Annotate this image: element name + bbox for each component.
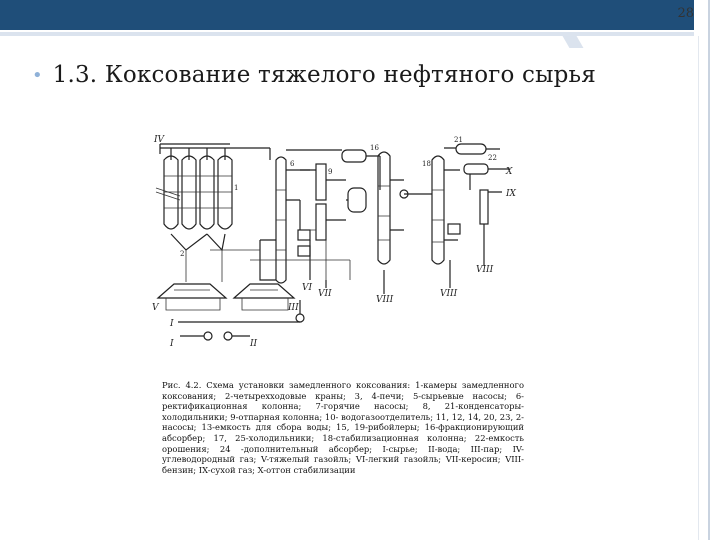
stream-label-iii: III bbox=[288, 303, 299, 313]
absorber-column bbox=[378, 152, 408, 286]
title-row bbox=[32, 62, 596, 88]
figure bbox=[150, 130, 530, 520]
header-stripe bbox=[0, 32, 694, 36]
stream-label-iv: IV bbox=[154, 135, 165, 145]
process-scheme-diagram bbox=[150, 130, 530, 380]
label-num-16: 16 bbox=[370, 144, 379, 152]
bullet-icon: • bbox=[32, 64, 43, 86]
stream-label-viii-a: VIII bbox=[376, 295, 394, 305]
stream-label-i-top: I bbox=[170, 319, 174, 329]
stream-label-ii: II bbox=[250, 339, 258, 349]
stream-label-viii-b: VIII bbox=[440, 289, 458, 299]
label-num-21: 21 bbox=[454, 136, 463, 144]
stream-label-vi: VI bbox=[302, 283, 313, 293]
coke-drums bbox=[156, 148, 240, 250]
figure-caption: Рис. 4.2. Схема установки замедленного коксования: 1-камеры замедленного коксования; 2-четырехходовые краны; 3, 4-печи; 5-сырьевые насосы; 6-ректификационная колонна; 7-горячие насосы; 8, 21-конденсаторы-холодильники; 9-отпарная колонна; 10- водогазоотделитель; 11, 12, 14, 20, 23, 2-насосы; 13-емкость для сбора воды; 15, 19-рибойлеры; 16-фракционирующий абсорбер; 17, 25-холодильники; 18-стабилизационная колонна; 22-емкость орошения; 24 -дополнительный абсорбер; I-сырье; II-вода; III-пар; IV-углеводородный газ; V-тяжелый газойль; VI-легкий газойль; VII-керосин; VIII-бензин; IX-сухой газ; X-отгон стабилизации bbox=[162, 380, 524, 475]
label-num-2: 2 bbox=[180, 250, 185, 258]
product-lines bbox=[210, 238, 484, 294]
label-num-18: 18 bbox=[422, 160, 431, 168]
stream-label-x: X bbox=[506, 167, 513, 177]
stream-label-v: V bbox=[152, 303, 159, 313]
fractionating-column bbox=[240, 148, 310, 283]
stream-label-viii-c: VIII bbox=[476, 265, 494, 275]
stripper-column bbox=[300, 164, 346, 280]
label-num-9: 9 bbox=[328, 168, 333, 176]
header-bar bbox=[0, 0, 694, 30]
stream-label-vii: VII bbox=[318, 289, 332, 299]
header-notch bbox=[563, 36, 584, 48]
stream-label-ix: IX bbox=[506, 189, 516, 199]
label-num-1: 1 bbox=[234, 184, 239, 192]
feed-pumps bbox=[178, 300, 304, 340]
slide-number: 28 bbox=[677, 6, 694, 21]
label-num-6: 6 bbox=[290, 160, 295, 168]
right-border-line bbox=[708, 0, 710, 540]
stabilizer-column bbox=[404, 156, 460, 264]
right-border-line-inner bbox=[698, 36, 699, 540]
label-num-22: 22 bbox=[488, 154, 497, 162]
stream-label-i: I bbox=[170, 339, 174, 349]
slide-title: 1.3. Коксование тяжелого нефтяного сырья bbox=[52, 62, 596, 88]
